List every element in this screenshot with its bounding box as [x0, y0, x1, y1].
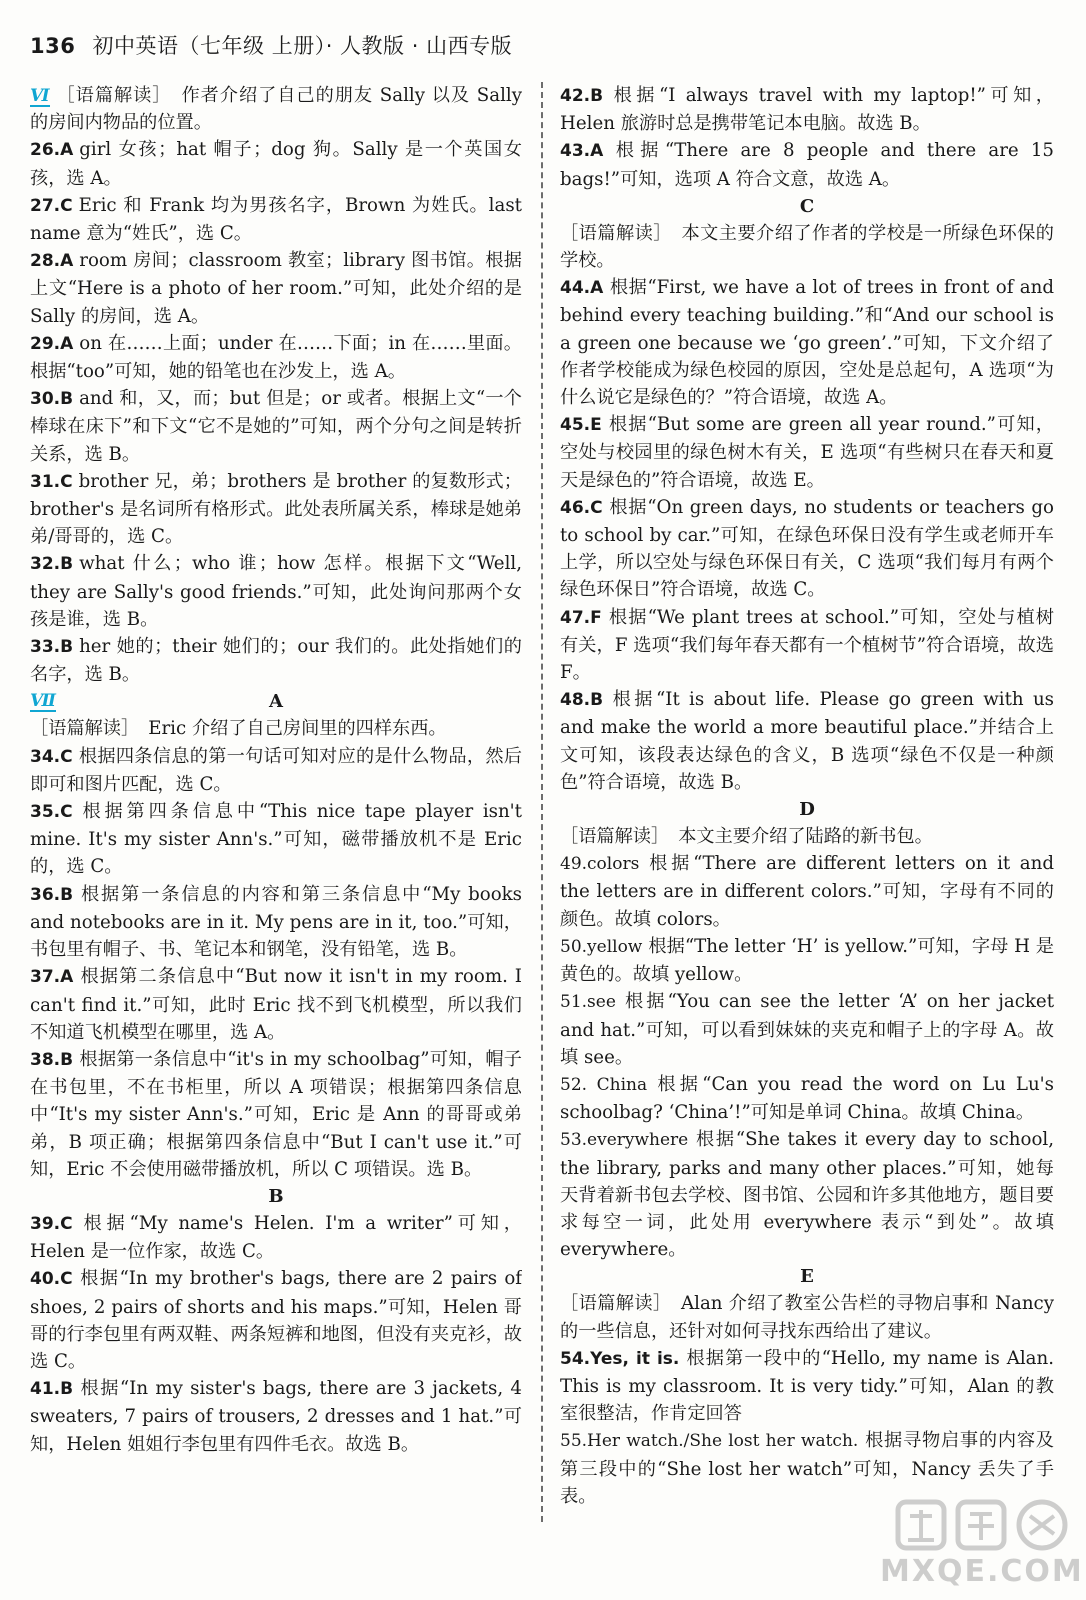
answer-explanation: 根据“You can see the letter ‘A’ on her jacket and hat.”可知，可以看到妹妹的夹克和帽子上的字母 A。故填 see。: [560, 991, 1054, 1068]
answer-item: [560, 933, 1054, 988]
answer-explanation: 根据第四条信息中“This nice tape player isn't mine. It's my sister Ann's.”可知，磁带播放机不是 Eric 的，选 C。: [30, 801, 522, 878]
answer-number: 27.C: [30, 195, 73, 216]
answer-number: 29.A: [30, 333, 74, 354]
answer-explanation: Eric 和 Frank 均为男孩名字，Brown 为姓氏。last name 意为“姓氏”，选 C。: [30, 194, 522, 245]
answer-explanation: 根据第二条信息中“But now it isn't in my room. I can't find it.”可知，此时 Eric 找不到飞机模型，所以我们不知道飞机模型在哪里，选 A。: [30, 966, 522, 1043]
answer-item: [560, 82, 1054, 137]
answer-item: [560, 686, 1054, 796]
answer-number: 47.F: [560, 607, 602, 628]
answer-explanation: what 什么；who 谁；how 怎样。根据下文“Well, they are Sally's good friends.”可知，此处询问那两个女孩是谁，选 B。: [30, 553, 522, 630]
answer-number: 31.C: [30, 471, 73, 492]
section-header: [30, 688, 522, 715]
answer-item: [30, 247, 522, 330]
answer-number: 34.C: [30, 746, 73, 767]
answer-number: 45.E: [560, 415, 602, 436]
section-letter: A: [269, 691, 283, 713]
answer-number: 32.B: [30, 554, 74, 575]
answer-item: [30, 136, 522, 191]
answer-item: [30, 330, 522, 385]
answer-number: 52. China: [560, 1074, 648, 1095]
answer-item: [560, 988, 1054, 1071]
answer-number: 48.B: [560, 690, 604, 711]
answer-item: [30, 881, 522, 964]
watermark-text: MXQE.COM: [880, 1554, 1084, 1589]
section-letter: C: [799, 195, 815, 217]
answer-number: 38.B: [30, 1049, 74, 1070]
answer-explanation: ［语篇解读］ Eric 介绍了自己房间里的四样东西。: [30, 718, 447, 740]
answer-explanation: 根据“It is about life. Please go green with us and make the world a more beautiful place.”并结合上文可知，该段表达绿色的含义，B 选项“绿色不仅是一种颜色”符合语境，故选 B。: [560, 689, 1054, 793]
answer-explanation: brother 兄，弟；brothers 是 brother 的复数形式；brother's 是名词所有格形式。此处表所属关系，棒球是她弟弟/哥哥的，选 C。: [30, 470, 522, 548]
book-title: 初中英语（七年级 上册）· 人教版 · 山西专版: [92, 34, 513, 58]
answer-number: 30.B: [30, 389, 74, 410]
passage-summary: [560, 823, 1054, 850]
answer-number: 51.see: [560, 992, 616, 1013]
section-badge: Ⅵ: [30, 86, 50, 106]
answer-number: 42.B: [560, 86, 604, 106]
answer-explanation: 根据“In my brother's bags, there are 2 pairs of shoes, 2 pairs of shorts and his maps.”可知，Helen 哥哥的行李包里有两双鞋、两条短裤和地图，但没有夹克衫，故选 C。: [30, 1268, 522, 1372]
section-letter: D: [799, 799, 815, 821]
answer-item: [30, 1210, 522, 1265]
left-column: [30, 82, 522, 1532]
answer-item: [30, 385, 522, 468]
answer-explanation: girl 女孩；hat 帽子；dog 狗。Sally 是一个英国女孩，选 A。: [30, 139, 522, 189]
column-divider: [541, 82, 543, 1522]
section-letter: E: [800, 1266, 814, 1288]
answer-stamp-icon: [880, 1496, 1080, 1556]
answer-explanation: 根据第一条信息中“it's in my schoolbag”可知，帽子在书包里，不在书柜里，所以 A 项错误；根据第四条信息中“It's my sister Ann's.”可知，Eric 是 Ann 的哥哥或弟弟，B 项正确；根据第四条信息中“But I can't use it.”可知，Eric 不会使用磁带播放机，所以 C 项错误。选 B。: [30, 1048, 522, 1180]
page-number: 136: [30, 34, 76, 58]
answer-item: [560, 1071, 1054, 1126]
answer-explanation: her 她的；their 她们的；our 我们的。此处指她们的名字，选 B。: [30, 636, 522, 686]
answer-item: [30, 550, 522, 633]
answer-explanation: ［语篇解读］ 作者介绍了自己的朋友 Sally 以及 Sally 的房间内物品的位置。: [30, 85, 522, 134]
answer-item: [30, 633, 522, 688]
answer-explanation: 根据“My name's Helen. I'm a writer”可知，Helen 是一位作家，故选 C。: [30, 1212, 522, 1263]
answer-item: [560, 494, 1054, 604]
answer-number: 49.colors: [560, 854, 640, 875]
answer-item: [30, 963, 522, 1046]
section-letter: B: [268, 1185, 284, 1207]
answer-item: [30, 743, 522, 798]
passage-summary: [560, 220, 1054, 274]
answer-explanation: 根据“She takes it every day to school, the library, parks and many other places.”可知，她每天背着新书包去学校、图书馆、公园和许多其他地方，题目要求每空一词，此处用 everywhere 表示“到处”。故填 everywhere。: [560, 1129, 1054, 1261]
page-header: [30, 30, 512, 66]
answer-explanation: 根据寻物启事的内容及第三段中的“She lost her watch”可知，Nancy 丢失了手表。: [560, 1430, 1054, 1507]
answer-number: 46.C: [560, 497, 603, 518]
answer-item: [30, 1375, 522, 1458]
section-badge: Ⅶ: [30, 691, 56, 712]
answer-number: 53.everywhere: [560, 1130, 689, 1151]
answer-explanation: 根据“I always travel with my laptop!”可知，Helen 旅游时总是携带笔记本电脑。故选 B。: [560, 85, 1054, 135]
answer-explanation: 根据“First, we have a lot of trees in front of and behind every teaching building.”和“And our school is a green one because we ‘go green’.”可知，下文介绍了作者学校能成为绿色校园的原因，空处是总起句，A 选项“为什么说它是绿色的？”符合语境，故选 A。: [560, 277, 1054, 409]
answer-item: [30, 1265, 522, 1375]
answer-number: 28.A: [30, 251, 74, 272]
answer-explanation: room 房间；classroom 教室；library 图书馆。根据上文“Here is a photo of her room.”可知，此处介绍的是 Sally 的房间，选 A。: [30, 250, 522, 327]
answer-item: [560, 850, 1054, 933]
answer-number: 26.A: [30, 140, 74, 161]
answer-explanation: 根据四条信息的第一句话可知对应的是什么物品，然后即可和图片匹配，选 C。: [30, 745, 522, 795]
answer-item: [30, 192, 522, 247]
answer-number: 43.A: [560, 141, 604, 162]
answer-number: 35.C: [30, 802, 73, 823]
answer-number: 54.Yes, it is.: [560, 1348, 680, 1369]
answer-item: [30, 468, 522, 551]
answer-item: [560, 1345, 1054, 1428]
answer-number: 41.B: [30, 1379, 74, 1400]
right-column: [560, 82, 1054, 1532]
answer-number: 33.B: [30, 637, 74, 658]
answer-explanation: on 在……上面；under 在……下面；in 在……里面。根据“too”可知，她的铅笔也在沙发上，选 A。: [30, 332, 522, 383]
answer-explanation: ［语篇解读］ Alan 介绍了教室公告栏的寻物启事和 Nancy 的一些信息，还针对如何寻找东西给出了建议。: [560, 1293, 1054, 1342]
answer-explanation: and 和，又，而；but 但是；or 或者。根据上文“一个棒球在床下”和下文“它不是她的”可知，两个分句之间是转折关系，选 B。: [30, 388, 522, 465]
answer-item: [560, 274, 1054, 411]
answer-item: [560, 137, 1054, 192]
answer-explanation: 根据“There are different letters on it and the letters are in different colors.”可知，字母有不同的颜色。故填 colors。: [560, 853, 1054, 930]
answer-explanation: ［语篇解读］ 本文主要介绍了作者的学校是一所绿色环保的学校。: [560, 222, 1054, 272]
answer-explanation: 根据“Can you read the word on Lu Lu's schoolbag? ‘China’!”可知是单词 China。故填 China。: [560, 1073, 1054, 1124]
passage-summary: [30, 82, 522, 136]
answer-number: 36.B: [30, 884, 74, 905]
answer-explanation: 根据“In my sister's bags, there are 3 jackets, 4 sweaters, 7 pairs of trousers, 2 dresses and 1 hat.”可知，Helen 姐姐行李包里有四件毛衣。故选 B。: [30, 1378, 522, 1455]
answer-number: 40.C: [30, 1269, 73, 1290]
answer-number: 44.A: [560, 278, 604, 299]
answer-explanation: 根据第一条信息的内容和第三条信息中“My books and notebooks are in it. My pens are in it, too.”可知，书包里有帽子、书、笔记本和钢笔，没有铅笔，选 B。: [30, 883, 522, 961]
answer-number: 37.A: [30, 967, 74, 988]
answer-item: [560, 1126, 1054, 1263]
answer-explanation: 根据第一段中的“Hello, my name is Alan. This is my classroom. It is very tidy.”可知，Alan 的教室很整洁，作肯定回答: [560, 1347, 1054, 1425]
answer-explanation: 根据“We plant trees at school.”可知，空处与植树有关，F 选项“我们每年春天都有一个植树节”符合语境，故选 F。: [560, 606, 1054, 684]
answer-number: 50.yellow: [560, 936, 643, 957]
passage-summary: [30, 715, 522, 742]
answer-item: [560, 604, 1054, 687]
answer-item: [560, 411, 1054, 494]
answer-explanation: 根据“On green days, no students or teachers go to school by car.”可知，在绿色环保日没有学生或老师开车上学，所以空处与绿色环保日有关，C 选项“我们每月有两个绿色环保日”符合语境，故选 C。: [560, 496, 1054, 601]
watermark-logo: [880, 1496, 1084, 1596]
answer-explanation: 根据“But some are green all year round.”可知，空处与校园里的绿色树木有关，E 选项“有些树只在春天和夏天是绿色的”符合语境，故选 E。: [560, 414, 1054, 491]
answer-explanation: 根据“The letter ‘H’ is yellow.”可知，字母 H 是黄色的。故填 yellow。: [560, 935, 1054, 986]
answer-number: 55.Her watch./She lost her watch.: [560, 1431, 859, 1452]
answer-explanation: ［语篇解读］ 本文主要介绍了陆路的新书包。: [560, 826, 933, 848]
answer-number: 39.C: [30, 1213, 73, 1234]
passage-summary: [560, 1290, 1054, 1344]
answer-item: [30, 1046, 522, 1183]
answer-explanation: 根据“There are 8 people and there are 15 bags!”可知，选项 A 符合文意，故选 A。: [560, 140, 1054, 190]
answer-item: [30, 798, 522, 881]
